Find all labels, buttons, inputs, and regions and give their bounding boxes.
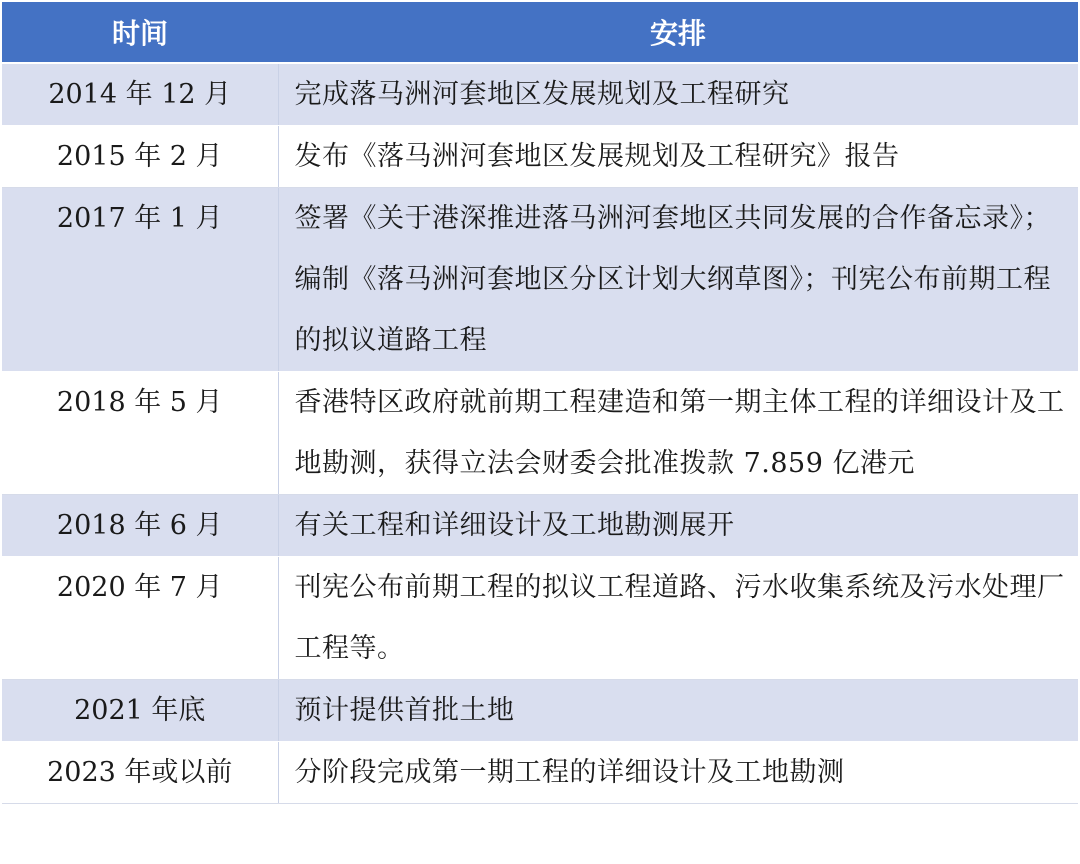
table-row [2,126,1078,188]
row-time: 2017 年 1 月 [2,188,278,372]
row-plan: 发布《落马洲河套地区发展规划及工程研究》报告 [278,126,1078,188]
table-row [2,63,1078,126]
table-header-row [2,2,1078,63]
row-time: 2015 年 2 月 [2,126,278,188]
table-row [2,742,1078,804]
row-time: 2018 年 6 月 [2,495,278,557]
table-row [2,372,1078,495]
table-row [2,188,1078,372]
row-plan: 刊宪公布前期工程的拟议工程道路、污水收集系统及污水处理厂工程等。 [278,557,1078,680]
column-header-plan: 安排 [278,2,1078,63]
row-plan: 完成落马洲河套地区发展规划及工程研究 [278,63,1078,126]
row-plan: 香港特区政府就前期工程建造和第一期主体工程的详细设计及工地勘测，获得立法会财委会批准拨款 7.859 亿港元 [278,372,1078,495]
row-plan: 分阶段完成第一期工程的详细设计及工地勘测 [278,742,1078,804]
row-plan: 有关工程和详细设计及工地勘测展开 [278,495,1078,557]
row-time: 2014 年 12 月 [2,63,278,126]
column-header-time: 时间 [2,2,278,63]
schedule-table [2,2,1078,804]
row-time: 2023 年或以前 [2,742,278,804]
row-time: 2018 年 5 月 [2,372,278,495]
row-plan: 预计提供首批土地 [278,680,1078,742]
table-row [2,495,1078,557]
table-row [2,680,1078,742]
table-row [2,557,1078,680]
row-time: 2020 年 7 月 [2,557,278,680]
row-plan: 签署《关于港深推进落马洲河套地区共同发展的合作备忘录》；编制《落马洲河套地区分区计划大纲草图》；刊宪公布前期工程的拟议道路工程 [278,188,1078,372]
row-time: 2021 年底 [2,680,278,742]
